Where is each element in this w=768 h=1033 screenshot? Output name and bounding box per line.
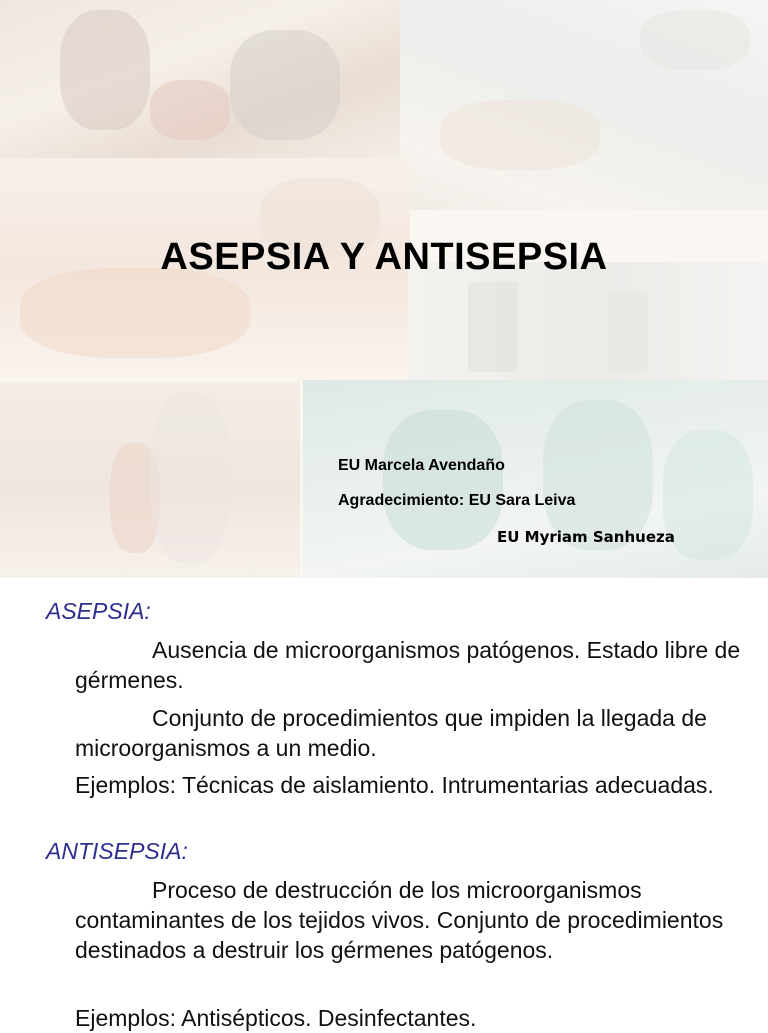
author-credit: EU Marcela Avendaño <box>338 457 505 474</box>
antisepsia-heading: ANTISEPSIA: <box>46 838 188 864</box>
asepsia-examples: Ejemplos: Técnicas de aislamiento. Intrumentarias adecuadas. <box>75 772 714 798</box>
background-photo-clinic <box>0 0 400 158</box>
antisepsia-examples: Ejemplos: Antisépticos. Desinfectantes. <box>75 1005 477 1031</box>
antisepsia-definition-1: Proceso de destrucción de los microorganismos contaminantes de los tejidos vivos. Conjunto de procedimientos destinados a destruir los gérmenes patógenos. <box>75 877 724 963</box>
asepsia-definition-1: Ausencia de microorganismos patógenos. Estado libre de gérmenes. <box>75 637 741 693</box>
asepsia-definition-2: Conjunto de procedimientos que impiden la llegada de microorganismos a un medio. <box>75 705 707 761</box>
background-photo-hallway <box>408 262 768 382</box>
asepsia-heading: ASEPSIA: <box>46 598 151 624</box>
acknowledgement-credit: Agradecimiento: EU Sara Leiva <box>338 492 576 509</box>
definitions-slide <box>0 578 768 1031</box>
background-photo-nursery <box>400 0 768 210</box>
slide-title: ASEPSIA Y ANTISEPSIA <box>160 236 608 278</box>
background-photo-child-exam <box>0 383 300 578</box>
background-photo-surgery <box>303 380 768 578</box>
second-acknowledgement-credit: EU Myriam Sanhueza <box>497 528 675 546</box>
